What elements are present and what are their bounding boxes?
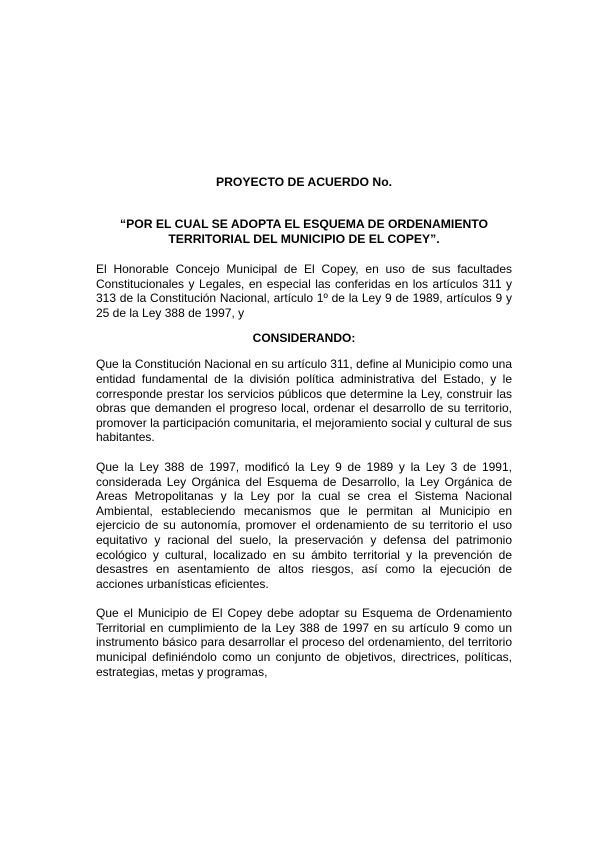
section-heading: CONSIDERANDO:	[252, 331, 356, 346]
considerando-paragraph-3: Que el Municipio de El Copey debe adoptar su Esquema de Ordenamiento Territorial en cumplimiento de la Ley 388 de 1997 en su artículo 9 como un instrumento básico para desarrollar el proceso del ordenamiento, del territorio municipal definiéndolo como un conjunto de objetivos, directrices, políticas, estrategias, metas y programas,	[96, 606, 512, 679]
document-subtitle: “POR EL CUAL SE ADOPTA EL ESQUEMA DE ORDENAMIENTO TERRITORIAL DEL MUNICIPIO DE EL COPEY”.	[120, 217, 488, 246]
considerando-paragraph-2: Que la Ley 388 de 1997, modificó la Ley 9 de 1989 y la Ley 3 de 1991, considerada Ley Orgánica del Esquema de Desarrollo, la Ley Orgánica de Areas Metropolitanas y la Ley por la cual se crea el Sistema Nacional Ambiental, estableciendo mecanismos que le permitan al Municipio en ejercicio de su autonomía, promover el ordenamiento de su territorio el uso equitativo y racional del suelo, la preservación y defensa del patrimonio ecológico y cultural, localizado en su ámbito territorial y la prevención de desastres en asentamiento de altos riesgos, así como la ejecución de acciones urbanísticas eficientes.	[96, 459, 512, 591]
document-title: PROYECTO DE ACUERDO No.	[215, 175, 393, 189]
document-body	[96, 175, 512, 679]
considerando-paragraph-1: Que la Constitución Nacional en su artículo 311, define al Municipio como una entidad fundamental de la división política administrativa del Estado, y le corresponde prestar los servicios públicos que determine la Ley, construir las obras que demanden el progreso local, ordenar el desarrollo de su territorio, promover la participación comunitaria, el mejoramiento social y cultural de sus habitantes.	[96, 357, 512, 445]
intro-paragraph: El Honorable Concejo Municipal de El Copey, en uso de sus facultades Constitucionales y Legales, en especial las conferidas en los artículos 311 y 313 de la Constitución Nacional, artículo 1º de la Ley 9 de 1989, artículos 9 y 25 de la Ley 388 de 1997, y	[96, 262, 512, 320]
